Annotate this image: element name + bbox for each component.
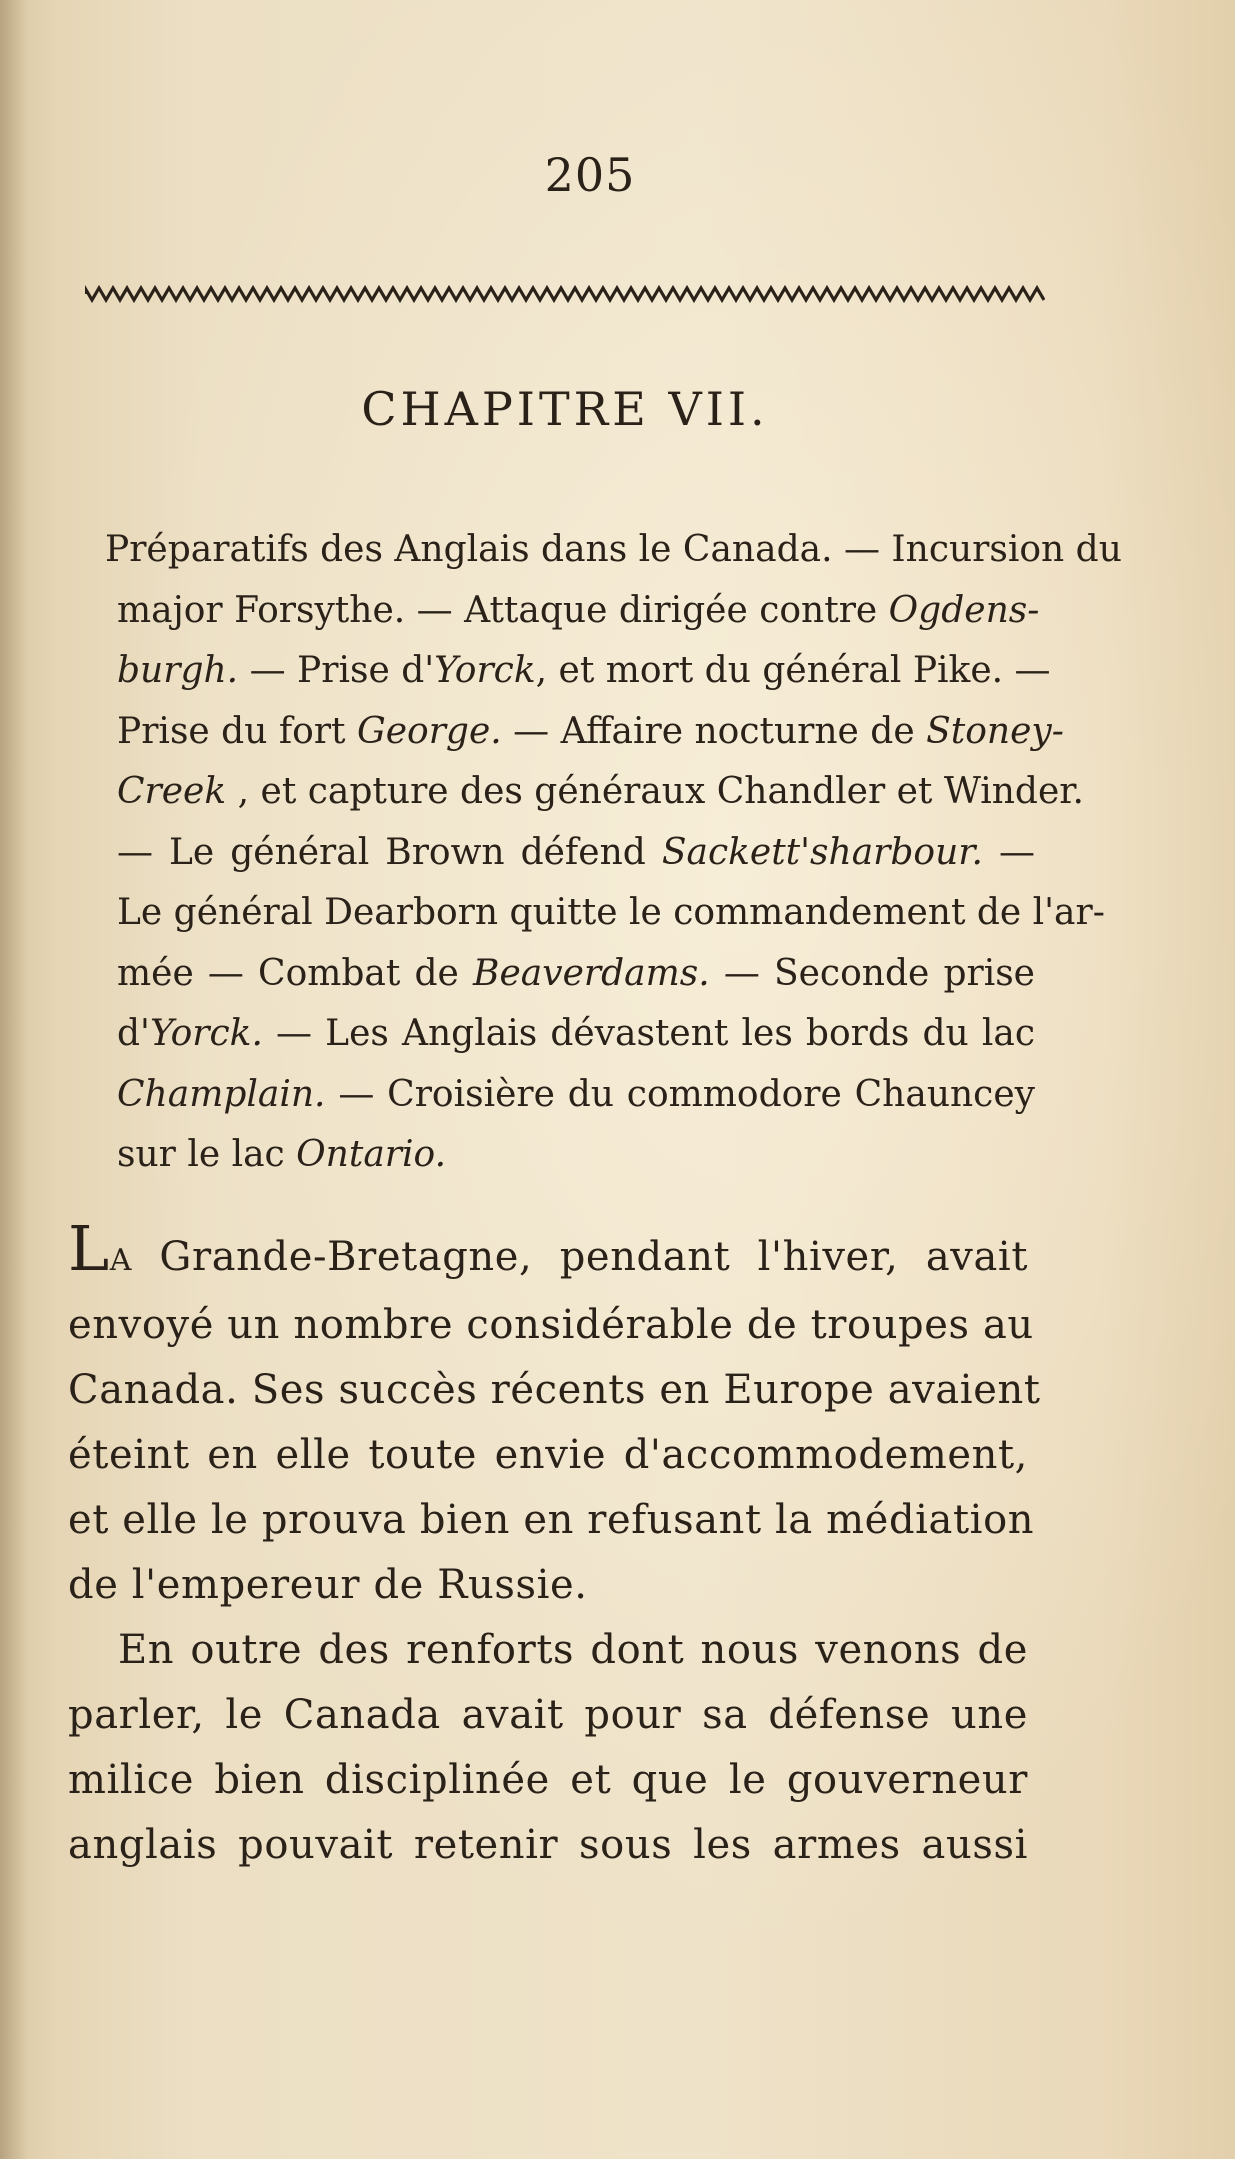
body-text (68, 1212, 1041, 1878)
body-line: milice bien disciplinée et que le gouverneur (68, 1757, 1028, 1803)
chapter-summary (105, 520, 1122, 1186)
summary-line: Préparatifs des Anglais dans le Canada. — Incursion du (105, 529, 1122, 570)
body-line: anglais pouvait retenir sous les armes aussi (68, 1822, 1028, 1868)
body-line: En outre des renforts dont nous venons de (118, 1627, 1028, 1673)
place-name: Yorck (434, 650, 536, 691)
place-name: Stoney- (926, 710, 1064, 752)
small-cap-letter: A (109, 1243, 133, 1278)
place-name: burgh. (117, 650, 239, 691)
place-name: George. (356, 710, 502, 752)
place-name: Creek (117, 771, 227, 812)
body-line: éteint en elle toute envie d'accommodement, (68, 1432, 1028, 1478)
summary-line: Champlain. — Croisière du commodore Chauncey (117, 1073, 1035, 1115)
body-line: Canada. Ses succès récents en Europe avaient (68, 1367, 1041, 1413)
body-line: envoyé un nombre considérable de troupes au (68, 1302, 1034, 1348)
place-name: Ogdens- (888, 589, 1040, 631)
summary-line: Creek , et capture des généraux Chandler et Winder. (117, 771, 1084, 812)
chapter-title: CHAPITRE VII. (361, 382, 769, 436)
place-name: Yorck. (149, 1013, 263, 1054)
summary-line: mée — Combat de Beaverdams. — Seconde prise (117, 952, 1035, 994)
initial-letter: L (68, 1212, 110, 1285)
place-name: Sackett'sharbour. (661, 831, 983, 873)
body-line: LA Grande-Bretagne, pendant l'hiver, avait (68, 1212, 1028, 1285)
summary-line: d'Yorck. — Les Anglais dévastent les bords du lac (117, 1013, 1035, 1054)
place-name: Champlain. (117, 1073, 326, 1115)
body-line: parler, le Canada avait pour sa défense une (68, 1692, 1028, 1738)
summary-line: sur le lac Ontario. (117, 1134, 447, 1175)
summary-line: burgh. — Prise d'Yorck, et mort du général Pike. — (117, 650, 1051, 691)
gutter-shadow (0, 0, 28, 2159)
summary-line: Prise du fort George. — Affaire nocturne de Stoney- (117, 710, 1064, 752)
ornamental-rule (85, 283, 1045, 305)
place-name: Beaverdams. (473, 952, 710, 994)
body-line: de l'empereur de Russie. (68, 1562, 588, 1608)
page-number: 205 (544, 148, 636, 202)
summary-line: Le général Dearborn quitte le commandement de l'ar- (117, 892, 1105, 933)
summary-line: — Le général Brown défend Sackett'sharbour. — (117, 831, 1035, 873)
body-line: et elle le prouva bien en refusant la médiation (68, 1497, 1035, 1543)
summary-line: major Forsythe. — Attaque dirigée contre Ogdens- (117, 589, 1040, 631)
place-name: Ontario. (296, 1134, 447, 1175)
